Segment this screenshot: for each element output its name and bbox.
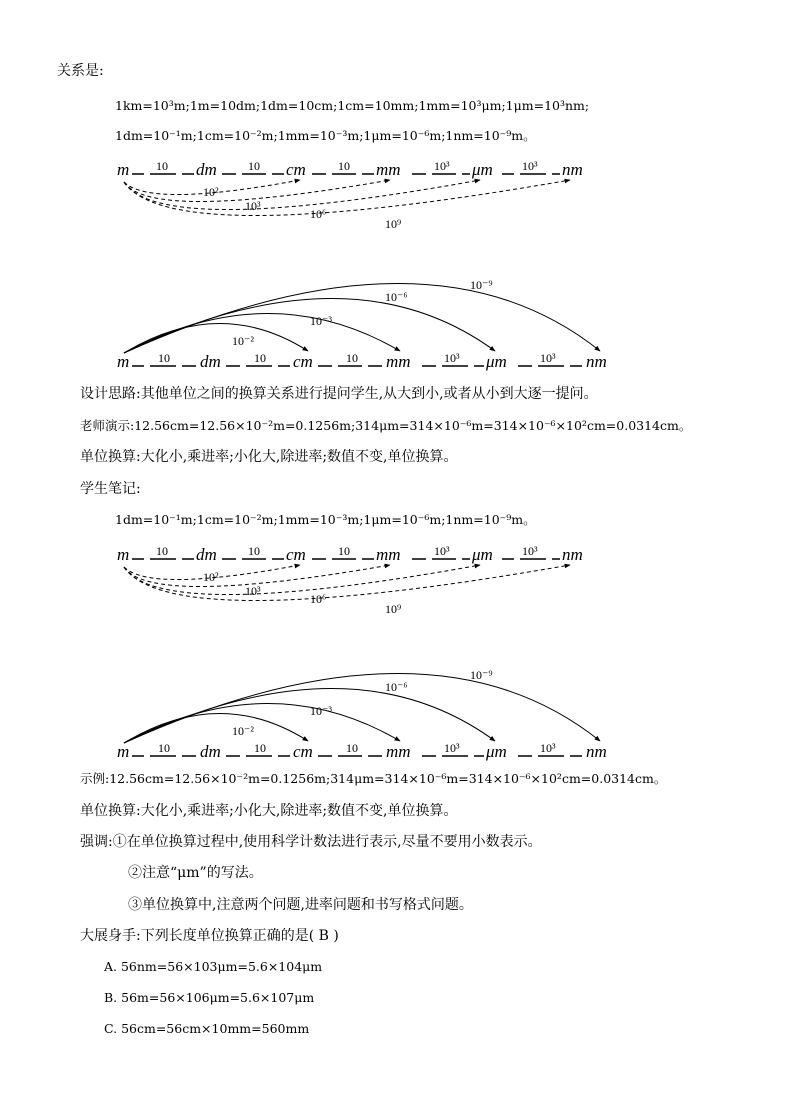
arc-label: 10⁻⁶ bbox=[385, 680, 408, 694]
arc-label: 10² bbox=[203, 185, 219, 199]
step-factor: 10 bbox=[346, 741, 358, 755]
unit-conversion-diagram-multiply bbox=[110, 150, 600, 245]
unit-row bbox=[117, 352, 607, 371]
arc-label: 10⁻³ bbox=[310, 314, 332, 328]
unit-conversion-diagram-divide bbox=[110, 255, 630, 375]
down-arcs bbox=[124, 180, 570, 216]
step-factor: 10³ bbox=[522, 159, 538, 173]
step-factor: 10 bbox=[254, 741, 266, 755]
unit-um: μm bbox=[486, 352, 507, 371]
conversion-rule: 单位换算:大化小,乘进率;小化大,除进率;数值不变,单位换算。 bbox=[80, 803, 458, 819]
arc-label: 10⁻² bbox=[232, 334, 254, 348]
arc-label: 10³ bbox=[245, 584, 261, 598]
emphasis-2: ②注意“μm”的写法。 bbox=[128, 865, 263, 881]
option-c: C. 56cm=56cm×10mm=560mm bbox=[104, 1021, 310, 1036]
unit-dm: dm bbox=[200, 742, 221, 761]
arc-label: 10³ bbox=[245, 199, 261, 213]
step-factor: 10 bbox=[338, 159, 350, 173]
step-factor: 10 bbox=[346, 351, 358, 365]
unit-m: m bbox=[117, 545, 130, 564]
arc-label: 10⁻² bbox=[232, 724, 254, 738]
unit-dm: dm bbox=[196, 545, 217, 564]
emphasis-1: 强调:①在单位换算过程中,使用科学计数法进行表示,尽量不要用小数表示。 bbox=[80, 834, 542, 850]
step-factor: 10³ bbox=[434, 544, 450, 558]
arc-label: 10⁶ bbox=[310, 592, 327, 606]
unit-nm: nm bbox=[562, 160, 583, 179]
arc-label: 10² bbox=[203, 570, 219, 584]
unit-nm: nm bbox=[586, 742, 607, 761]
step-factor: 10 bbox=[338, 544, 350, 558]
unit-m: m bbox=[117, 352, 130, 371]
example: 示例:12.56cm=12.56×10⁻²m=0.1256m;314μm=314×10⁻⁶m=314×10⁻⁶×10²cm=0.0314cm。 bbox=[80, 771, 667, 786]
step-factor: 10 bbox=[158, 741, 170, 755]
unit-row bbox=[117, 742, 607, 761]
step-factor: 10³ bbox=[434, 159, 450, 173]
arc-label: 10⁹ bbox=[385, 217, 402, 231]
emphasis-3: ③单位换算中,注意两个问题,进率问题和书写格式问题。 bbox=[128, 897, 473, 913]
down-arcs bbox=[124, 565, 570, 601]
step-factor: 10 bbox=[248, 159, 260, 173]
unit-um: μm bbox=[472, 160, 493, 179]
step-factor: 10³ bbox=[540, 351, 556, 365]
up-arc-labels bbox=[232, 668, 493, 738]
unit-conversion-diagram-multiply bbox=[110, 535, 600, 630]
option-b: B. 56m=56×106μm=5.6×107μm bbox=[104, 990, 315, 1005]
arc-label: 10⁻³ bbox=[310, 704, 332, 718]
step-factor: 10 bbox=[248, 544, 260, 558]
conversion-rule: 单位换算:大化小,乘进率;小化大,除进率;数值不变,单位换算。 bbox=[80, 449, 458, 465]
unit-cm: cm bbox=[286, 160, 306, 179]
student-notes-label: 学生笔记: bbox=[80, 481, 141, 497]
arc-label: 10⁻⁶ bbox=[385, 290, 408, 304]
down-arc-labels bbox=[203, 570, 401, 616]
up-arc-labels bbox=[232, 278, 493, 348]
unit-cm: cm bbox=[293, 742, 313, 761]
design-idea: 设计思路:其他单位之间的换算关系进行提问学生,从大到小,或者从小到大逐一提问。 bbox=[80, 386, 598, 402]
unit-m: m bbox=[117, 742, 130, 761]
unit-mm: mm bbox=[376, 160, 401, 179]
arc-label: 10⁻⁹ bbox=[470, 278, 493, 292]
unit-nm: nm bbox=[562, 545, 583, 564]
step-factor: 10 bbox=[156, 544, 168, 558]
exercise-title: 大展身手:下列长度单位换算正确的是( B ) bbox=[80, 928, 339, 944]
unit-dm: dm bbox=[196, 160, 217, 179]
unit-mm: mm bbox=[386, 742, 411, 761]
step-factor: 10³ bbox=[444, 741, 460, 755]
unit-mm: mm bbox=[376, 545, 401, 564]
step-factor: 10³ bbox=[444, 351, 460, 365]
option-a: A. 56nm=56×103μm=5.6×104μm bbox=[104, 959, 323, 974]
unit-m: m bbox=[117, 160, 130, 179]
unit-dm: dm bbox=[200, 352, 221, 371]
arc-label: 10⁻⁹ bbox=[470, 668, 493, 682]
relation-line-1: 1km=10³m;1m=10dm;1dm=10cm;1cm=10mm;1mm=10³μm;1μm=10³nm; bbox=[115, 98, 590, 113]
arc-label: 10⁹ bbox=[385, 602, 402, 616]
unit-cm: cm bbox=[286, 545, 306, 564]
unit-um: μm bbox=[472, 545, 493, 564]
relation-line-3: 1dm=10⁻¹m;1cm=10⁻²m;1mm=10⁻³m;1μm=10⁻⁶m;1nm=10⁻⁹m。 bbox=[115, 512, 536, 527]
arc-label: 10⁶ bbox=[310, 207, 327, 221]
step-factor: 10³ bbox=[540, 741, 556, 755]
unit-cm: cm bbox=[293, 352, 313, 371]
step-factor: 10 bbox=[158, 351, 170, 365]
up-arcs bbox=[124, 673, 600, 743]
unit-mm: mm bbox=[386, 352, 411, 371]
relation-line-2: 1dm=10⁻¹m;1cm=10⁻²m;1mm=10⁻³m;1μm=10⁻⁶m;1nm=10⁻⁹m。 bbox=[115, 128, 536, 143]
unit-nm: nm bbox=[586, 352, 607, 371]
unit-conversion-diagram-divide bbox=[110, 645, 630, 765]
unit-um: μm bbox=[486, 742, 507, 761]
up-arcs bbox=[124, 283, 600, 353]
down-arc-labels bbox=[203, 185, 401, 231]
intro-label: 关系是: bbox=[57, 63, 104, 79]
teacher-demo: 老师演示:12.56cm=12.56×10⁻²m=0.1256m;314μm=314×10⁻⁶m=314×10⁻⁶×10²cm=0.0314cm。 bbox=[80, 418, 692, 433]
step-factor: 10 bbox=[156, 159, 168, 173]
step-factor: 10³ bbox=[522, 544, 538, 558]
step-factor: 10 bbox=[254, 351, 266, 365]
